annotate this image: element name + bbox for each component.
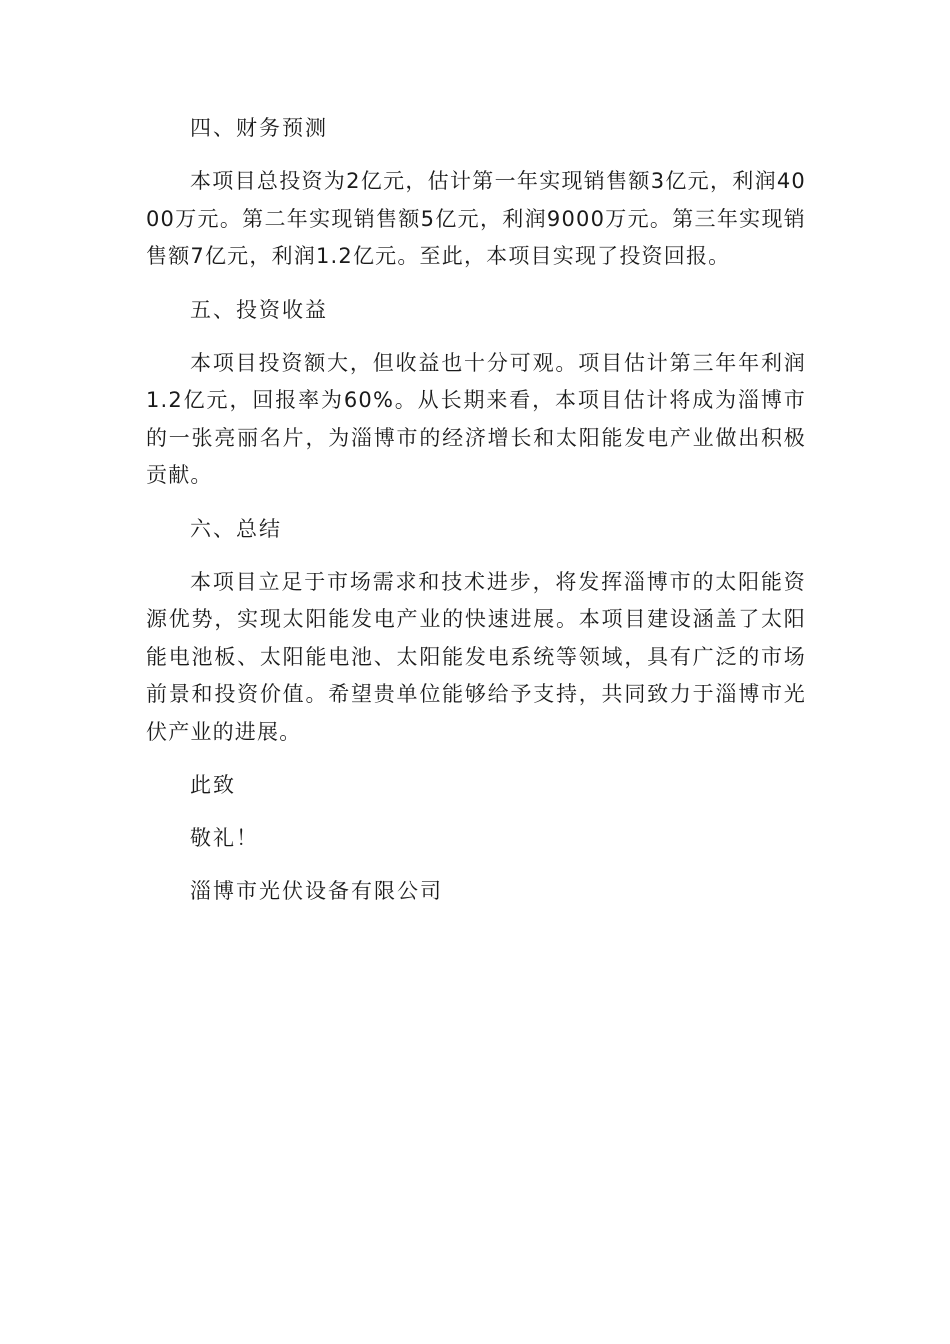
section-paragraph-investment-return: 本项目投资额大，但收益也十分可观。项目估计第三年年利润1.2亿元，回报率为60%。从长期来看，本项目估计将成为淄博市的一张亮丽名片，为淄博市的经济增长和太阳能发电产业做出积极贡献。	[146, 350, 806, 487]
section-paragraph-summary: 本项目立足于市场需求和技术进步，将发挥淄博市的太阳能资源优势，实现太阳能发电产业的快速进展。本项目建设涵盖了太阳能电池板、太阳能电池、太阳能发电系统等领域，具有广泛的市场前景和投资价值。希望贵单位能够给予支持，共同致力于淄博市光伏产业的进展。	[146, 569, 806, 744]
section-heading-summary: 六、总结	[190, 516, 282, 541]
section-heading-investment-return: 五、投资收益	[190, 297, 328, 322]
section-heading-financial-forecast: 四、财务预测	[190, 116, 328, 140]
signature-company: 淄博市光伏设备有限公司	[190, 879, 443, 903]
section-paragraph-financial-forecast: 本项目总投资为2亿元，估计第一年实现销售额3亿元，利润4000万元。第二年实现销售额5亿元，利润9000万元。第三年实现销售额7亿元，利润1.2亿元。至此，本项目实现了投资回报。	[146, 169, 806, 268]
closing-regards: 敬礼！	[190, 826, 259, 850]
closing-salutation: 此致	[190, 773, 236, 797]
document-page	[146, 110, 806, 926]
